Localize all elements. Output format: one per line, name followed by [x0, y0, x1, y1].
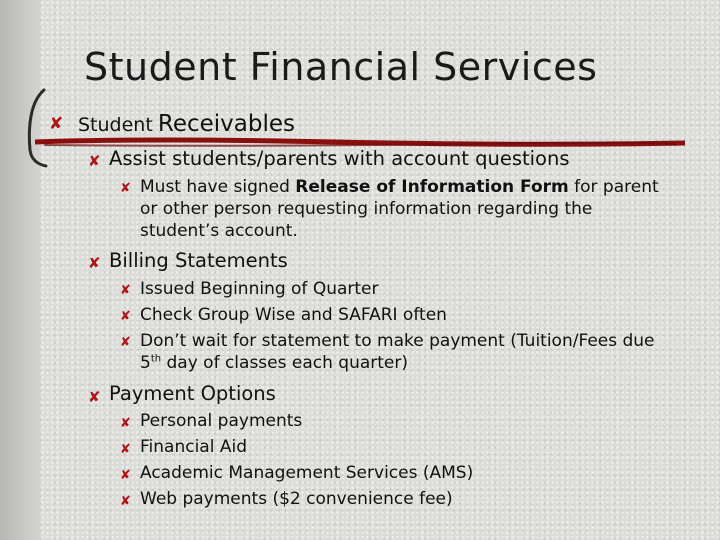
release-form-name: Release of Information Form: [295, 177, 569, 197]
bullet-x-icon: ✘: [88, 152, 101, 170]
sub-item-text: for parent: [574, 177, 659, 197]
slide-title: Student Financial Services: [84, 45, 598, 89]
sub-item-continuation: or other person requesting information regarding the: [140, 199, 593, 219]
bullet-x-icon: ✘: [120, 494, 131, 509]
bullet-x-icon: ✘: [120, 309, 131, 324]
sub-list-item: Web payments ($2 convenience fee): [140, 489, 453, 509]
bullet-x-icon: ✘: [49, 114, 64, 134]
sub-list-item: Financial Aid: [140, 437, 247, 457]
sub-item-continuation: student’s account.: [140, 221, 298, 241]
sub-list-item: [140, 177, 659, 197]
bullet-x-icon: ✘: [120, 283, 131, 298]
sub-list-item: Issued Beginning of Quarter: [140, 279, 379, 299]
bullet-x-icon: ✘: [88, 254, 101, 272]
list-item: Assist students/parents with account questions: [109, 147, 570, 170]
sub-list-item: Personal payments: [140, 411, 303, 431]
bullet-x-icon: ✘: [88, 388, 101, 406]
section-heading: [78, 111, 295, 137]
sub-list-item: Don’t wait for statement to make payment (Tuition/Fees due: [140, 331, 655, 351]
section-prefix: Student: [78, 114, 153, 136]
sub-list-item: Academic Management Services (AMS): [140, 463, 474, 483]
sub-item-continuation: [140, 353, 408, 373]
bullet-x-icon: ✘: [120, 442, 131, 457]
bullet-x-icon: ✘: [120, 416, 131, 431]
bullet-x-icon: ✘: [120, 181, 131, 196]
sub-item-text: day of classes each quarter): [166, 353, 409, 373]
ordinal-suffix: th: [150, 353, 162, 365]
left-decorative-bar: [0, 0, 40, 540]
sub-item-text: Must have signed: [140, 177, 290, 197]
list-item: Payment Options: [109, 382, 276, 405]
sub-list-item: Check Group Wise and SAFARI often: [140, 305, 447, 325]
list-item: Billing Statements: [109, 249, 288, 272]
bullet-x-icon: ✘: [120, 335, 131, 350]
day-number: 5: [140, 353, 151, 373]
bullet-x-icon: ✘: [120, 468, 131, 483]
section-emphasis: Receivables: [157, 111, 296, 137]
